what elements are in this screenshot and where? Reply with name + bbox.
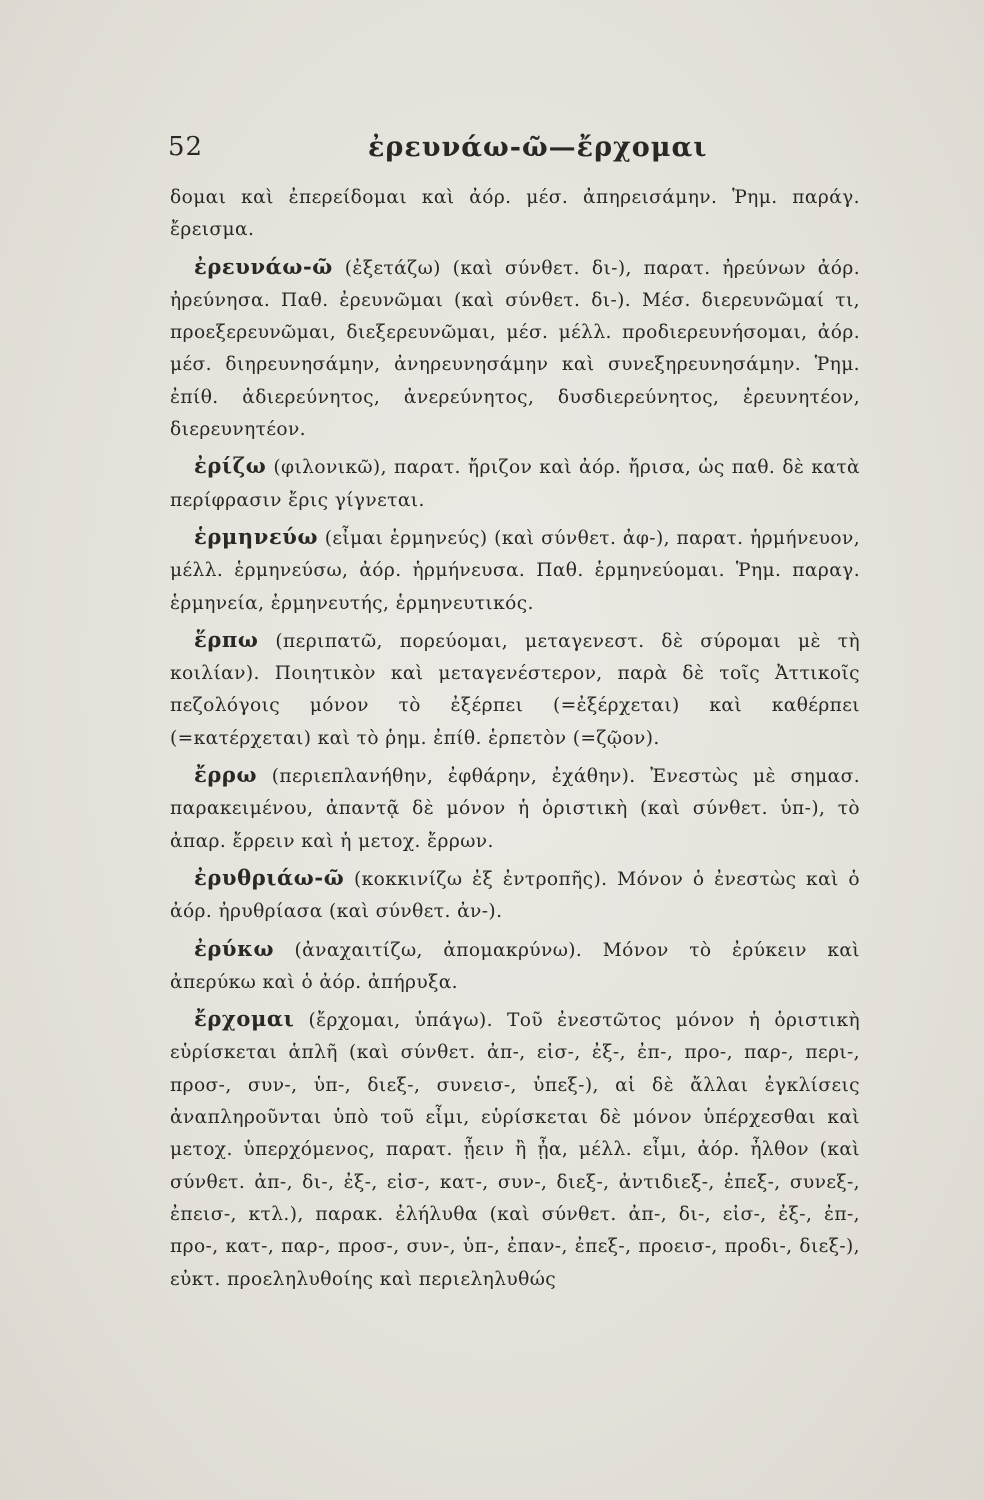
entry-text: (εἶμαι ἑρμηνεύς) (καὶ σύνθετ. ἀφ-), παρατ. ἡρμήνευον, μέλλ. ἑρμηνεύσω, ἀόρ. ἡρμήνευσα. Παθ. ἑρμηνεύομαι. Ῥημ. παραγ. ἑρμηνεία, ἑρμηνευτής, ἑρμηνευτικός. xyxy=(170,527,860,614)
entry-erchomai xyxy=(170,1003,860,1296)
entry-lemma: ἔρχομαι xyxy=(194,1006,295,1032)
entry-lemma: ἔρρω xyxy=(194,762,258,788)
entry-text: (κοκκινίζω ἐξ ἐντροπῆς). Μόνον ὁ ἐνεστὼς καὶ ὁ ἀόρ. ἠρυθρίασα (καὶ σύνθετ. ἀν-). xyxy=(170,868,861,923)
entry-lemma: ἕρπω xyxy=(194,626,259,652)
entry-text: (φιλονικῶ), παρατ. ἤριζον καὶ ἀόρ. ἤρισα, ὡς παθ. δὲ κατὰ περίφρασιν ἔρις γίγνεται. xyxy=(170,457,860,511)
entry-lemma: ἐρύκω xyxy=(194,935,275,961)
entry-lemma: ἐρευνάω-ῶ xyxy=(194,253,333,279)
entry-text: (περιεπλανήθην, ἐφθάρην, ἐχάθην). Ἐνεστὼς μὲ σημασ. παρακειμένου, ἀπαντᾷ δὲ μόνον ἡ ὁριστικὴ (καὶ σύνθετ. ὑπ-), τὸ ἀπαρ. ἔρρειν καὶ ἡ μετοχ. ἔρρων. xyxy=(170,766,861,852)
entry-ermeneuo xyxy=(170,521,860,620)
entry-text: (περιπατῶ, πορεύομαι, μεταγενεστ. δὲ σύρομαι μὲ τὴ κοιλίαν). Ποιητικὸν καὶ μεταγενέστερον, παρὰ δὲ τοῖς Ἀττικοῖς πεζολόγοις μόνον τὸ ἐξέρπει (=ἐξέρχεται) καὶ καθέρπει (=κατέρχεται) καὶ τὸ ῥημ. ἐπίθ. ἑρπετὸν (=ζῷον). xyxy=(170,630,861,749)
running-head: ἐρευνάω-ῶ—ἔρχομαι xyxy=(368,132,708,163)
entry-text: δομαι καὶ ἐπερείδομαι καὶ ἀόρ. μέσ. ἀπηρεισάμην. Ῥημ. παράγ. ἔρεισμα. xyxy=(170,187,860,241)
entry-text: (ἐξετάζω) (καὶ σύνθετ. δι-), παρατ. ἠρεύνων ἀόρ. ἠρεύνησα. Παθ. ἐρευνῶμαι (καὶ σύνθετ. δι-). Μέσ. διερευνῶμαί τι, προεξερευνῶμαι, διεξερευνῶμαι, μέσ. μέλλ. προδιερευνήσομαι, ἀόρ. μέσ. διηρευνησάμην, ἀνηρευνησάμην καὶ συνεξηρευνησάμην. Ῥημ. ἐπίθ. ἀδιερεύνητος, ἀνερεύνητος, δυσδιερεύνητος, ἐρευνητέον, διερευνητέον. xyxy=(170,257,860,441)
entry-erpo xyxy=(170,624,860,755)
entry-lemma: ἑρμηνεύω xyxy=(194,523,319,549)
entry-text: (ἔρχομαι, ὑπάγω). Τοῦ ἐνεστῶτος μόνον ἡ ὁριστικὴ εὑρίσκεται ἁπλῆ (καὶ σύνθετ. ἀπ-, εἰσ-, ἐξ-, ἐπ-, προ-, παρ-, περι-, προσ-, συν-, ὑπ-, διεξ-, συνεισ-, ὑπεξ-), αἱ δὲ ἄλλαι ἐγκλίσεις ἀναπληροῦνται ὑπὸ τοῦ εἶμι, εὑρίσκεται δὲ μόνον ὑπέρχεσθαι καὶ μετοχ. ὑπερχόμενος, παρατ. ᾖειν ἢ ᾖα, μέλλ. εἶμι, ἀόρ. ἦλθον (καὶ σύνθετ. ἀπ-, δι-, ἐξ-, εἰσ-, κατ-, συν-, διεξ-, ἀντιδιεξ-, ἐπεξ-, συνεξ-, ἐπεισ-, κτλ.), παρακ. ἐλήλυθα (καὶ σύνθετ. ἀπ-, δι-, εἰσ-, ἐξ-, ἐπ-, προ-, κατ-, παρ-, προσ-, συν-, ὑπ-, ἐπαν-, ἐπεξ-, προεισ-, προδι-, διεξ-), εὐκτ. προεληλυθοίης καὶ περιεληλυθώς xyxy=(170,1010,861,1290)
entry-eryko xyxy=(170,933,860,1000)
entry-ereunao xyxy=(170,251,860,447)
entry-continuation xyxy=(170,182,860,247)
entry-text: (ἀναχαιτίζω, ἀπομακρύνω). Μόνον τὸ ἐρύκειν καὶ ἀπερύκω καὶ ὁ ἀόρ. ἀπήρυξα. xyxy=(170,939,860,993)
entry-erythriao xyxy=(170,862,860,929)
entry-lemma: ἐρυθριάω-ῶ xyxy=(194,864,345,890)
entry-erro xyxy=(170,759,860,858)
entry-erizo xyxy=(170,450,860,517)
page-number: 52 xyxy=(168,132,204,162)
page-header xyxy=(168,132,868,172)
entry-lemma: ἐρίζω xyxy=(194,453,267,479)
dictionary-body xyxy=(170,182,860,1300)
